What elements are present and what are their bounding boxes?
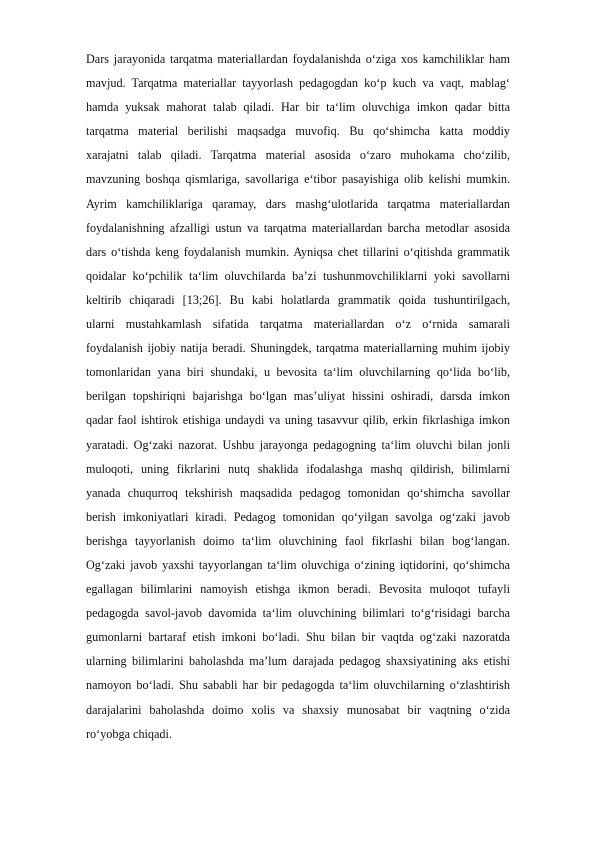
paragraph-line: qadar faol ishtirok etishiga undaydi va uning tasavvur qilib, erkin fikrlashiga imkon xyxy=(86,413,510,428)
paragraph-line: mavjud. Tarqatma materiallar tayyorlash pedagogdan ko‘p kuch va vaqt, mablag‘ xyxy=(86,76,510,91)
paragraph-line: Dars jarayonida tarqatma materiallardan foydalanishda o‘ziga xos kamchiliklar ham xyxy=(86,52,510,66)
paragraph-line: yaratadi. Og‘zaki nazorat. Ushbu jarayonga pedagogning ta‘lim oluvchi bilan jonli xyxy=(86,437,510,452)
paragraph-line: berish imkoniyatlari kiradi. Pedagog tomonidan qo‘yilgan savolga og‘zaki javob xyxy=(86,509,510,524)
paragraph-line: berishga tayyorlanish doimo ta‘lim oluvchining faol fikrlashi bilan bog‘langan. xyxy=(86,533,510,548)
paragraph-line: keltirib chiqaradi [13;26]. Bu kabi holatlarda grammatik qoida tushuntirilgach, xyxy=(86,292,510,307)
paragraph-line: muloqoti, uning fikrlarini nutq shaklida ifodalashga mashq qildirish, bilimlarni xyxy=(86,461,510,476)
paragraph-line: tomonlaridan yana biri shundaki, u bevosita ta‘lim oluvchilarning qo‘lida bo‘lib, xyxy=(86,365,510,380)
paragraph-line: tarqatma material berilishi maqsadga muvofiq. Bu qo‘shimcha katta moddiy xyxy=(86,124,510,139)
paragraph-line: Ayrim kamchiliklariga qaramay, dars mashg‘ulotlarida tarqatma materiallardan xyxy=(86,196,510,211)
paragraph-line: hamda yuksak mahorat talab qiladi. Har bir ta‘lim oluvchiga imkon qadar bitta xyxy=(86,100,510,115)
paragraph-line: yanada chuqurroq tekshirish maqsadida pedagog tomonidan qo‘shimcha savollar xyxy=(86,485,510,500)
paragraph-line: egallagan bilimlarini namoyish etishga ikmon beradi. Bevosita muloqot tufayli xyxy=(86,582,510,597)
paragraph-line: ularni mustahkamlash sifatida tarqatma materiallardan o‘z o‘rnida samarali xyxy=(86,317,510,332)
paragraph-line: ro‘yobga chiqadi. xyxy=(86,726,172,741)
paragraph-line: xarajatni talab qiladi. Tarqatma material asosida o‘zaro muhokama cho‘zilib, xyxy=(86,148,510,163)
paragraph-line: gumonlarni bartaraf etish imkoni bo‘ladi. Shu bilan bir vaqtda og‘zaki nazoratda xyxy=(86,630,510,645)
paragraph-line: foydalanishning afzalligi ustun va tarqatma materiallardan barcha metodlar asosida xyxy=(86,220,510,235)
paragraph-line: qoidalar ko‘pchilik ta‘lim oluvchilarda ba’zi tushunmovchiliklarni yoki savollarni xyxy=(86,268,510,283)
paragraph-line: darajalarini baholashda doimo xolis va shaxsiy munosabat bir vaqtning o‘zida xyxy=(86,702,510,717)
paragraph-line: namoyon bo‘ladi. Shu sababli har bir pedagogda ta‘lim oluvchilarning o‘zlashtirish xyxy=(86,678,510,693)
paragraph-line: mavzuning boshqa qismlariga, savollariga e‘tibor pasayishiga olib kelishi mumkin. xyxy=(86,172,510,187)
paragraph-line: berilgan topshiriqni bajarishga bo‘lgan mas’uliyat hissini oshiradi, darsda imkon xyxy=(86,389,510,404)
body-paragraph xyxy=(86,47,510,746)
paragraph-line: foydalanish ijobiy natija beradi. Shuningdek, tarqatma materiallarning muhim ijobiy xyxy=(86,341,510,356)
paragraph-line: Og‘zaki javob yaxshi tayyorlangan ta‘lim oluvchiga o‘zining iqtidorini, qo‘shimcha xyxy=(86,557,510,572)
paragraph-line: ularning bilimlarini baholashda ma’lum darajada pedagog shaxsiyatining aks etishi xyxy=(86,654,510,669)
paragraph-line: dars o‘tishda keng foydalanish mumkin. Ayniqsa chet tillarini o‘qitishda grammatik xyxy=(86,244,510,259)
paragraph-line: pedagogda savol-javob davomida ta‘lim oluvchining bilimlari to‘g‘risidagi barcha xyxy=(86,606,510,621)
